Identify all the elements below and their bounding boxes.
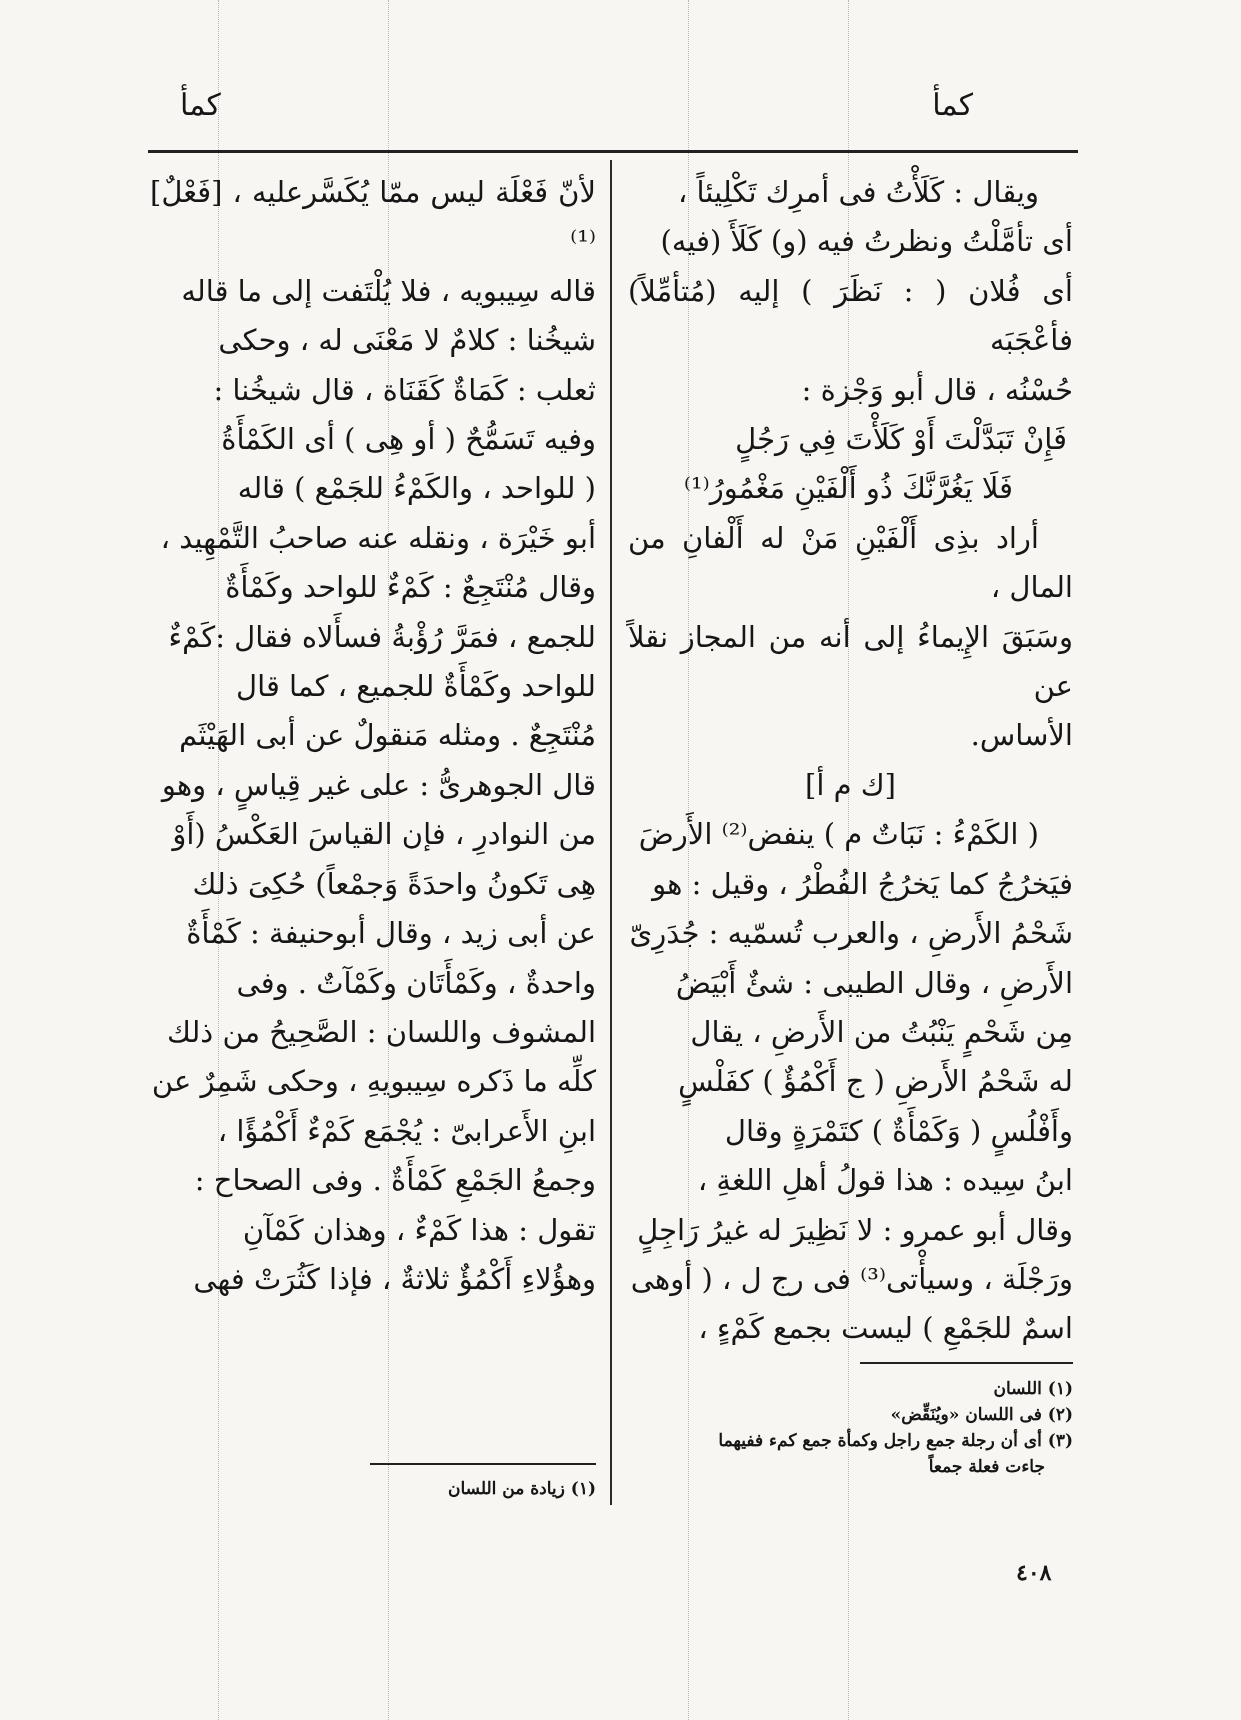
text-line: ( الكَمْءُ : نَبَاتٌ م ) ينفض⁽²⁾ الأَرضَ — [638, 817, 1039, 852]
text-line: للجمع ، فمَرَّ رُؤْبةُ فسأَلاه فقال :كَمْءٌ — [168, 619, 596, 654]
footnote: (١) اللسان — [993, 1379, 1073, 1399]
text-line: حُسْنُه ، قال أبو وَجْزة : — [801, 372, 1073, 407]
text-line: أبو خَيْرَة ، ونقله عنه صاحبُ التَّمْهِيد ، — [160, 520, 596, 555]
text-line: المشوف واللسان : الصَّحِيحُ من ذلك — [167, 1014, 596, 1049]
text-line: وقال مُنْتَجِعٌ : كَمْءٌ للواحد وكَمْأَةٌ — [225, 570, 596, 605]
entry-heading: [ك م أ] — [805, 767, 896, 802]
text-line: هِى تَكونُ واحدَةً وَجمْعاً) حُكِىَ ذلك — [192, 866, 596, 901]
text-line: تقول : هذا كَمْءٌ ، وهذان كَمْآنِ — [242, 1212, 596, 1247]
text-line: ( للواحد ، والكَمْءُ للجَمْع ) قاله — [237, 471, 596, 506]
text-line: اسمٌ للجَمْعِ ) ليست بجمع كَمْءٍ ، — [698, 1311, 1073, 1346]
text-line: ابنُ سِيده : هذا قولُ أهلِ اللغةِ ، — [697, 1163, 1073, 1198]
text-line: قال الجوهرىُّ : على غير قِياسٍ ، وهو — [161, 767, 596, 802]
text-line: لأنّ فَعْلَة ليس ممّا يُكَسَّرعليه ، [فَعْلٌ]⁽¹⁾ — [150, 175, 596, 259]
text-line: شَحْمُ الأَرضِ ، والعرب تُسمّيه : جُدَرِىّ — [629, 916, 1073, 951]
header-right-word: كمأ — [932, 88, 973, 123]
footnote: (٣) أى أن رجلة جمع راجل وكمأة جمع كمء ففيهما — [718, 1431, 1073, 1451]
column-divider — [610, 160, 612, 1505]
right-column — [628, 168, 1073, 1354]
text-line: كلِّه ما ذَكره سِيبويهِ ، وحكى شَمِرٌ عن — [151, 1064, 596, 1099]
footnote-rule-right — [860, 1362, 1073, 1364]
text-line: للواحد وكَمْأَةٌ للجميع ، كما قال — [236, 669, 596, 704]
text-line: مِن شَحْمٍ يَنْبُتُ من الأَرضِ ، يقال — [690, 1014, 1073, 1049]
footnote: (٢) فى اللسان «ويُنَقِّض» — [890, 1405, 1073, 1425]
text-line: وجمعُ الجَمْعِ كَمْأَةٌ . وفى الصحاح : — [194, 1163, 596, 1198]
text-line: عن أبى زيد ، وقال أبوحنيفة : كَمْأَةٌ — [186, 916, 596, 951]
footnote-rule-left — [370, 1463, 596, 1465]
footnotes-left — [370, 1476, 596, 1502]
footnote: جاءت فعلة جمعاً — [928, 1457, 1045, 1477]
left-column — [150, 168, 596, 1304]
header-left-word: كمأ — [180, 88, 221, 123]
text-line: من النوادرِ ، فإن القياسَ العَكْسُ (أَوْ — [172, 817, 596, 852]
text-line: وفيه تَسَمُّحٌ ( أو هِى ) أى الكَمْأَةُ — [221, 422, 596, 457]
footnotes-right — [650, 1376, 1073, 1480]
text-line: وسَبَقَ الإِيماءُ إلى أنه من المجاز نقلاً عن — [628, 619, 1073, 704]
text-line: قاله سِيبويه ، فلا يُلْتَفت إلى ما قاله — [181, 273, 596, 308]
text-line: مُنْتَجِعٌ . ومثله مَنقولٌ عن أبى الهَيْثَم — [179, 718, 596, 753]
text-line: وهؤُلاءِ أَكْمُؤٌ ثلاثةٌ ، فإذا كَثُرَتْ فهى — [193, 1261, 596, 1296]
text-line: ورَجْلَة ، وسيأْتى⁽³⁾ فى رج ل ، ( أوهى — [630, 1261, 1073, 1296]
text-line: أى تأمَّلْتُ ونظرتُ فيه (و) كَلَأَ (فيه) — [660, 224, 1073, 259]
text-line: واحدةٌ ، وكَمْأَتَان وكَمْآتٌ . وفى — [236, 965, 596, 1000]
text-line: وأَفْلُسٍ ( وَكَمْأَةٌ ) كتَمْرَةٍ وقال — [724, 1113, 1073, 1148]
text-line: شيخُنا : كلامٌ لا مَعْنَى له ، وحكى — [218, 323, 596, 358]
text-line: الأساس. — [970, 718, 1073, 753]
text-line: أراد بذِى أَلْفَيْنِ مَنْ له أَلْفانِ من المال ، — [628, 520, 1073, 605]
footnote: (١) زيادة من اللسان — [448, 1479, 596, 1499]
verse-line: فَإِنْ تَبَدَّلْتَ أَوْ كَلَأْتَ فِي رَجُلٍ — [735, 422, 1067, 457]
page-number: ٤٠٨ — [1016, 1560, 1052, 1586]
text-line: أى فُلان ( : نَظَرَ ) إليه (مُتأمِّلاً) فأعْجَبَه — [628, 273, 1073, 358]
verse-line: فَلَا يَغُرَّنَّكَ ذُو أَلْفَيْنِ مَغْمُورُ⁽¹⁾ — [683, 471, 1013, 506]
text-line: له شَحْمُ الأَرضِ ( ج أَكْمُؤٌ ) كفَلْسٍ — [678, 1064, 1073, 1099]
text-line: ويقال : كَلَأْتُ فى أمرِك تَكْلِيئاً ، — [677, 175, 1039, 209]
text-line: فيَخرُجُ كما يَخرُجُ الفُطْرُ ، وقيل : هو — [652, 866, 1073, 901]
text-line: وقال أبو عمرو : لا نَظِيرَ له غيرُ رَاجِلٍ — [637, 1212, 1073, 1247]
text-line: ابنِ الأَعرابىّ : يُجْمَع كَمْءٌ أَكْمُؤًا ، — [217, 1113, 596, 1148]
header-rule — [148, 150, 1078, 153]
text-line: ثعلب : كَمَاةٌ كَقَنَاة ، قال شيخُنا : — [213, 372, 596, 407]
text-line: الأَرضِ ، وقال الطيبى : شئٌ أَبْيَضُ — [675, 965, 1073, 1000]
